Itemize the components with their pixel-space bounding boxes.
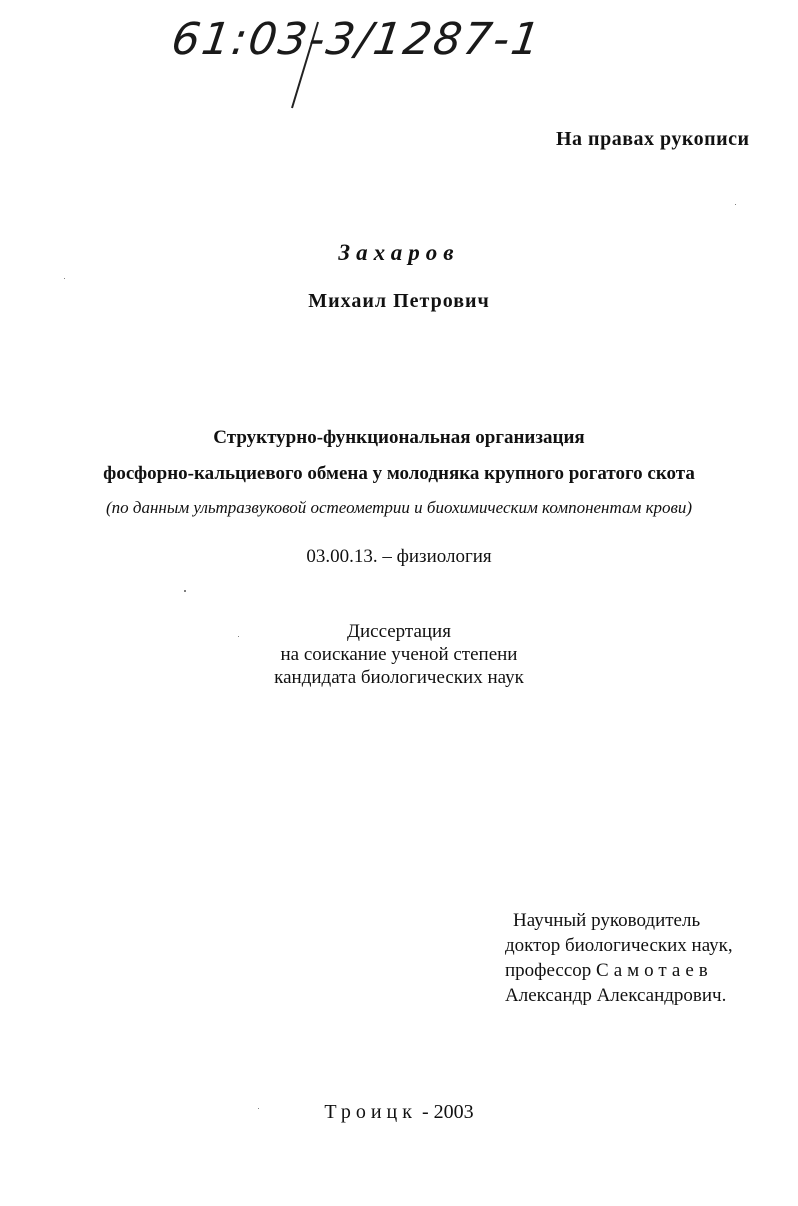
author-given-names: Михаил Петрович [308,290,490,312]
author-surname: Захаров [338,240,460,265]
title-line-2: фосфорно-кальциевого обмена у молодняка крупного рогатого скота [103,463,695,484]
title-subtitle: (по данным ультразвуковой остеометрии и биохимическим компонентам крови) [105,498,693,517]
footer-city: Троицк [324,1101,417,1123]
scan-speck [64,278,65,279]
specialty-code: 03.00.13. – физиология [306,546,492,567]
footer-place-year [0,1101,798,1124]
supervisor-degree: доктор биологических наук, [505,935,733,956]
handwritten-archive-code: 61:03-3/1287-1 [168,14,545,65]
supervisor-given-names: Александр Александрович. [505,985,727,1006]
scan-speck [258,1108,259,1109]
scan-speck [184,590,186,592]
title-line-1: Структурно-функциональная организация [213,427,585,448]
rights-notice: На правах рукописи [556,128,750,150]
supervisor-role: Научный руководитель [513,910,701,931]
thesis-block [0,620,798,689]
footer-year: - 2003 [421,1101,474,1123]
thesis-purpose: на соискание ученой степени [280,644,518,665]
supervisor-surname: Самотаев [596,960,713,981]
supervisor-block [505,908,733,1008]
thesis-type: Диссертация [347,621,451,642]
scan-speck [238,636,239,637]
supervisor-title: профессор [505,960,592,981]
thesis-degree: кандидата биологических наук [274,667,524,688]
scan-speck [735,204,736,205]
supervisor-title-name [505,958,733,983]
